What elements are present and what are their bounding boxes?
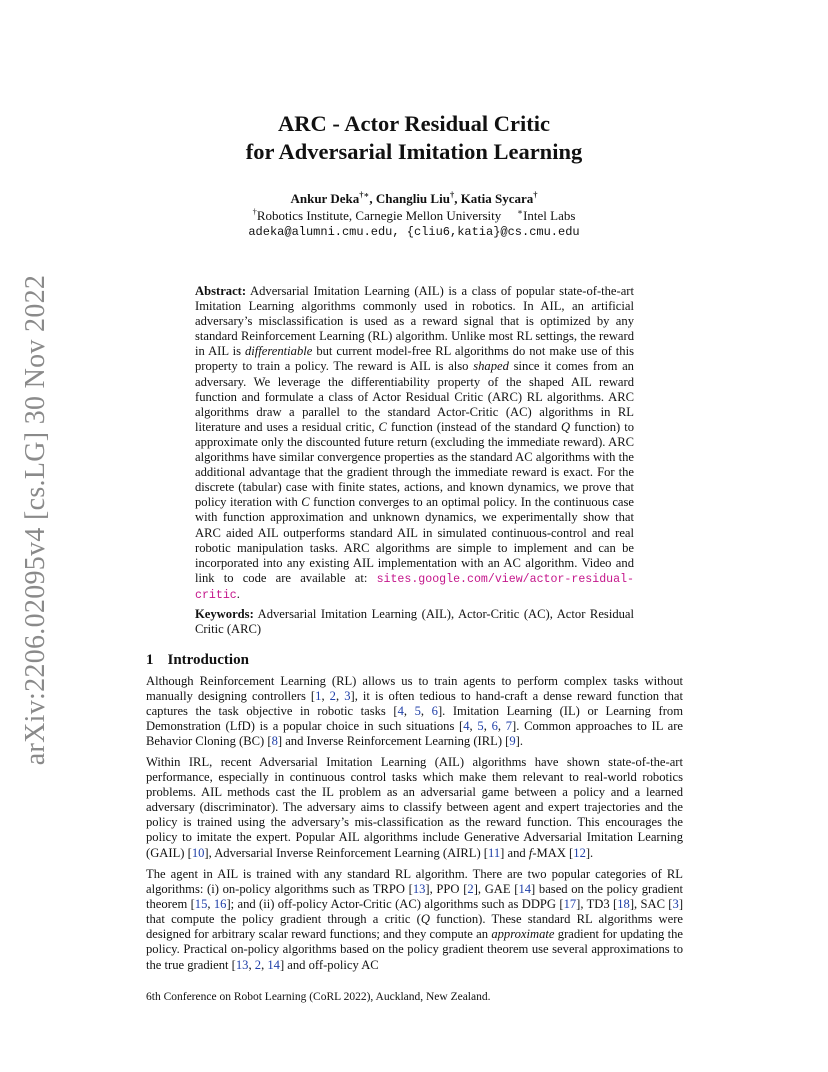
author-affil-mark: †	[533, 189, 538, 200]
project-link[interactable]: sites.google.com/view/actor-residual-critic	[195, 572, 634, 602]
citation-separator: ,	[483, 719, 492, 734]
citation-link[interactable]: 11	[488, 845, 501, 860]
math-variable: f	[528, 845, 533, 860]
arxiv-sidebar-stamp	[16, 274, 56, 766]
keywords	[195, 607, 634, 637]
citation-separator: ,	[335, 689, 345, 704]
paragraph-2	[146, 755, 683, 861]
paragraph-text: gradient for updating the policy. Practical on-policy algorithms based on the policy gradient theorem use several approximations to the true gradient [	[146, 927, 683, 972]
author-name: Katia Sycara	[460, 191, 534, 206]
affiliation-2: Intel Labs	[523, 208, 576, 223]
author-names	[0, 190, 828, 207]
citation-link[interactable]: 2	[467, 882, 474, 897]
citation-separator: ,	[469, 719, 478, 734]
affil-mark: ∗	[517, 206, 524, 217]
paragraph-text: Although Reinforcement Learning (RL) allows us to train agents to perform complex tasks without manually designing controllers [	[146, 674, 683, 704]
citation-link[interactable]: 12	[573, 845, 586, 860]
math-variable: Q	[561, 419, 571, 434]
paragraph-text: ] and Inverse Reinforcement Learning (IRL) [	[277, 734, 510, 749]
abstract-text: function (instead of the standard	[386, 419, 562, 434]
citation-separator: ,	[497, 719, 506, 734]
citation-link[interactable]: 16	[213, 897, 227, 912]
paragraph-text: ], PPO [	[425, 882, 468, 897]
author-separator: ,	[369, 191, 376, 206]
citation-separator: ,	[207, 897, 214, 912]
abstract	[195, 284, 634, 603]
citation-separator: ,	[248, 957, 255, 972]
title-line-2: for Adversarial Imitation Learning	[245, 139, 583, 164]
abstract-emphasis: differentiable	[244, 344, 313, 359]
math-variable: C	[301, 495, 310, 510]
citation-link[interactable]: 15	[194, 897, 208, 912]
paragraph-text: Within IRL, recent Adversarial Imitation Learning (AIL) algorithms have shown state-of-the-art performance, especially in continuous control tasks which make them relevant to real-world robotics problems. AIL methods cast the IL problem as an adversarial game between a policy and a learned adversary (discriminator). The adversary aims to classify between agent and expert trajectories and the policy is trained using the adversary’s mis-classification as the reward function. This encourages the policy to imitate the expert. Popular AIL algorithms include Generative Adversarial Imitation Learning (GAIL) [	[146, 755, 683, 860]
citation-link[interactable]: 9	[509, 734, 516, 749]
citation-link[interactable]: 2	[254, 957, 262, 972]
paragraph-text: ] and off-policy AC	[279, 957, 379, 972]
paragraph-text: ] that compute the policy gradient through a critic (	[146, 897, 684, 927]
author-name: Ankur Deka	[290, 191, 360, 206]
abstract-text: but current model-free RL algorithms do not make use of this property to train a policy. The reward is AIL is also	[195, 344, 634, 374]
section-heading	[146, 651, 249, 669]
affiliations	[0, 207, 828, 224]
abstract-text: function converges to an optimal policy. In the continuous case with function approximation and unknown dynamics, we experimentally show that ARC aided AIL outperforms standard AIL in simulated continuous-control and real robotic manipulation tasks. ARC algorithms are simple to implement and can be incorporated into any existing AIL implementation with an AC algorithm. Video and link to code are available at:	[195, 495, 635, 585]
author-affil-mark: †∗	[359, 189, 370, 200]
section-number: 1	[146, 652, 154, 668]
citation-link[interactable]: 13	[235, 957, 249, 972]
citation-link[interactable]: 2	[329, 689, 336, 704]
paragraph-text: ], SAC [	[629, 897, 673, 912]
math-variable: Q	[420, 912, 430, 927]
keywords-label: Keywords:	[195, 607, 254, 621]
citation-link[interactable]: 7	[505, 719, 513, 734]
citation-link[interactable]: 5	[477, 719, 484, 734]
citation-link[interactable]: 4	[397, 704, 404, 719]
affil-mark: †	[252, 206, 257, 217]
paragraph-1	[146, 674, 683, 749]
paper-title	[0, 110, 828, 166]
citation-separator: ,	[321, 689, 330, 704]
paragraph-text: -MAX [	[532, 845, 574, 860]
author-emails: adeka@alumni.cmu.edu, {cliu6,katia}@cs.cmu.edu	[248, 225, 580, 239]
paragraph-text: ]. Common approaches to IL are Behavior Cloning (BC) [	[146, 719, 684, 749]
paragraph-text: ], Adversarial Inverse Reinforcement Learning (AIRL) [	[204, 845, 488, 860]
paragraph-emphasis: approximate	[491, 927, 555, 942]
paragraph-text: ] and	[500, 845, 529, 860]
paragraph-text: ] based on the policy gradient theorem [	[146, 882, 683, 912]
citation-link[interactable]: 14	[267, 957, 280, 972]
citation-link[interactable]: 10	[191, 845, 205, 860]
paragraph-text: ].	[515, 734, 523, 749]
citation-link[interactable]: 13	[412, 882, 426, 897]
abstract-text: since it comes from an adversary. We leverage the differentiability property of the shaped AIL reward function and formulate a class of Actor Residual Critic (ARC) RL algorithms. ARC algorithms draw a parallel to the standard Actor-Critic (AC) algorithms in RL literature and uses a residual critic,	[195, 359, 634, 434]
abstract-text: Adversarial Imitation Learning (AIL) is a class of popular state-of-the-art Imitation Learning algorithms commonly used in robotics. In AIL, an artificial adversary’s misclassification is used as a reward signal that is optimized by any standard Reinforcement Learning (RL) algorithm. Unlike most RL settings, the reward in AIL is	[195, 284, 634, 359]
citation-separator: ,	[420, 704, 432, 719]
author-separator: ,	[454, 191, 461, 206]
citation-link[interactable]: 14	[518, 882, 532, 897]
abstract-text: function) to approximate only the discounted future return (excluding the immediate reward). ARC algorithms have similar convergence properties as the standard AC algorithms with the additional advantage that the gradient through the immediate reward is exact. For the discrete (tabular) case with finite states, actions, and known dynamics, we prove that policy iteration with	[195, 419, 634, 510]
abstract-text: .	[236, 586, 240, 601]
paragraph-text: ]; and (ii) off-policy Actor-Critic (AC) algorithms such as DDPG [	[226, 897, 564, 912]
footnote-venue: 6th Conference on Robot Learning (CoRL 2022), Auckland, New Zealand.	[146, 991, 491, 1003]
citation-link[interactable]: 4	[463, 719, 470, 734]
abstract-emphasis: shaped	[473, 359, 509, 374]
paragraph-text: The agent in AIL is trained with any standard RL algorithm. There are two popular categories of RL algorithms: (i) on-policy algorithms such as TRPO [	[146, 867, 683, 897]
citation-link[interactable]: 6	[431, 704, 438, 719]
citation-link[interactable]: 6	[491, 719, 498, 734]
paragraph-text: ].	[585, 845, 594, 860]
paragraph-text: ], it is often tedious to hand-craft a dense reward function that captures the task objective in robotic tasks [	[146, 689, 683, 719]
paragraph-text: ]. Imitation Learning (IL) or Learning from Demonstration (LfD) is a popular choice in such situations [	[146, 704, 684, 734]
citation-separator: ,	[403, 704, 415, 719]
abstract-label: Abstract:	[195, 284, 247, 298]
affiliation-1: Robotics Institute, Carnegie Mellon University	[256, 208, 502, 223]
citation-link[interactable]: 18	[617, 897, 630, 912]
math-variable: C	[378, 419, 387, 434]
author-name: Changliu Liu	[375, 191, 450, 206]
title-line-1: ARC - Actor Residual Critic	[277, 111, 551, 136]
citation-link[interactable]: 5	[414, 704, 421, 719]
author-affil-mark: †	[449, 189, 455, 200]
section-title: Introduction	[167, 652, 249, 668]
citation-link[interactable]: 3	[344, 689, 351, 704]
paragraph-text: function). These standard RL algorithms were designed for arbitrary scalar reward functions; and they compute an	[146, 912, 683, 942]
citation-link[interactable]: 17	[563, 897, 577, 912]
paragraph-text: ], GAE [	[473, 882, 519, 897]
citation-link[interactable]: 3	[672, 897, 679, 912]
paragraph-3	[146, 867, 683, 973]
paragraph-text: ], TD3 [	[576, 897, 618, 912]
arxiv-identifier: arXiv:2206.02095v4 [cs.LG] 30 Nov 2022	[20, 274, 51, 766]
author-block	[0, 190, 828, 241]
citation-link[interactable]: 8	[271, 734, 278, 749]
keywords-text: Adversarial Imitation Learning (AIL), Actor-Critic (AC), Actor Residual Critic (ARC)	[195, 607, 634, 637]
citation-separator: ,	[261, 957, 268, 972]
citation-link[interactable]: 1	[315, 689, 322, 704]
